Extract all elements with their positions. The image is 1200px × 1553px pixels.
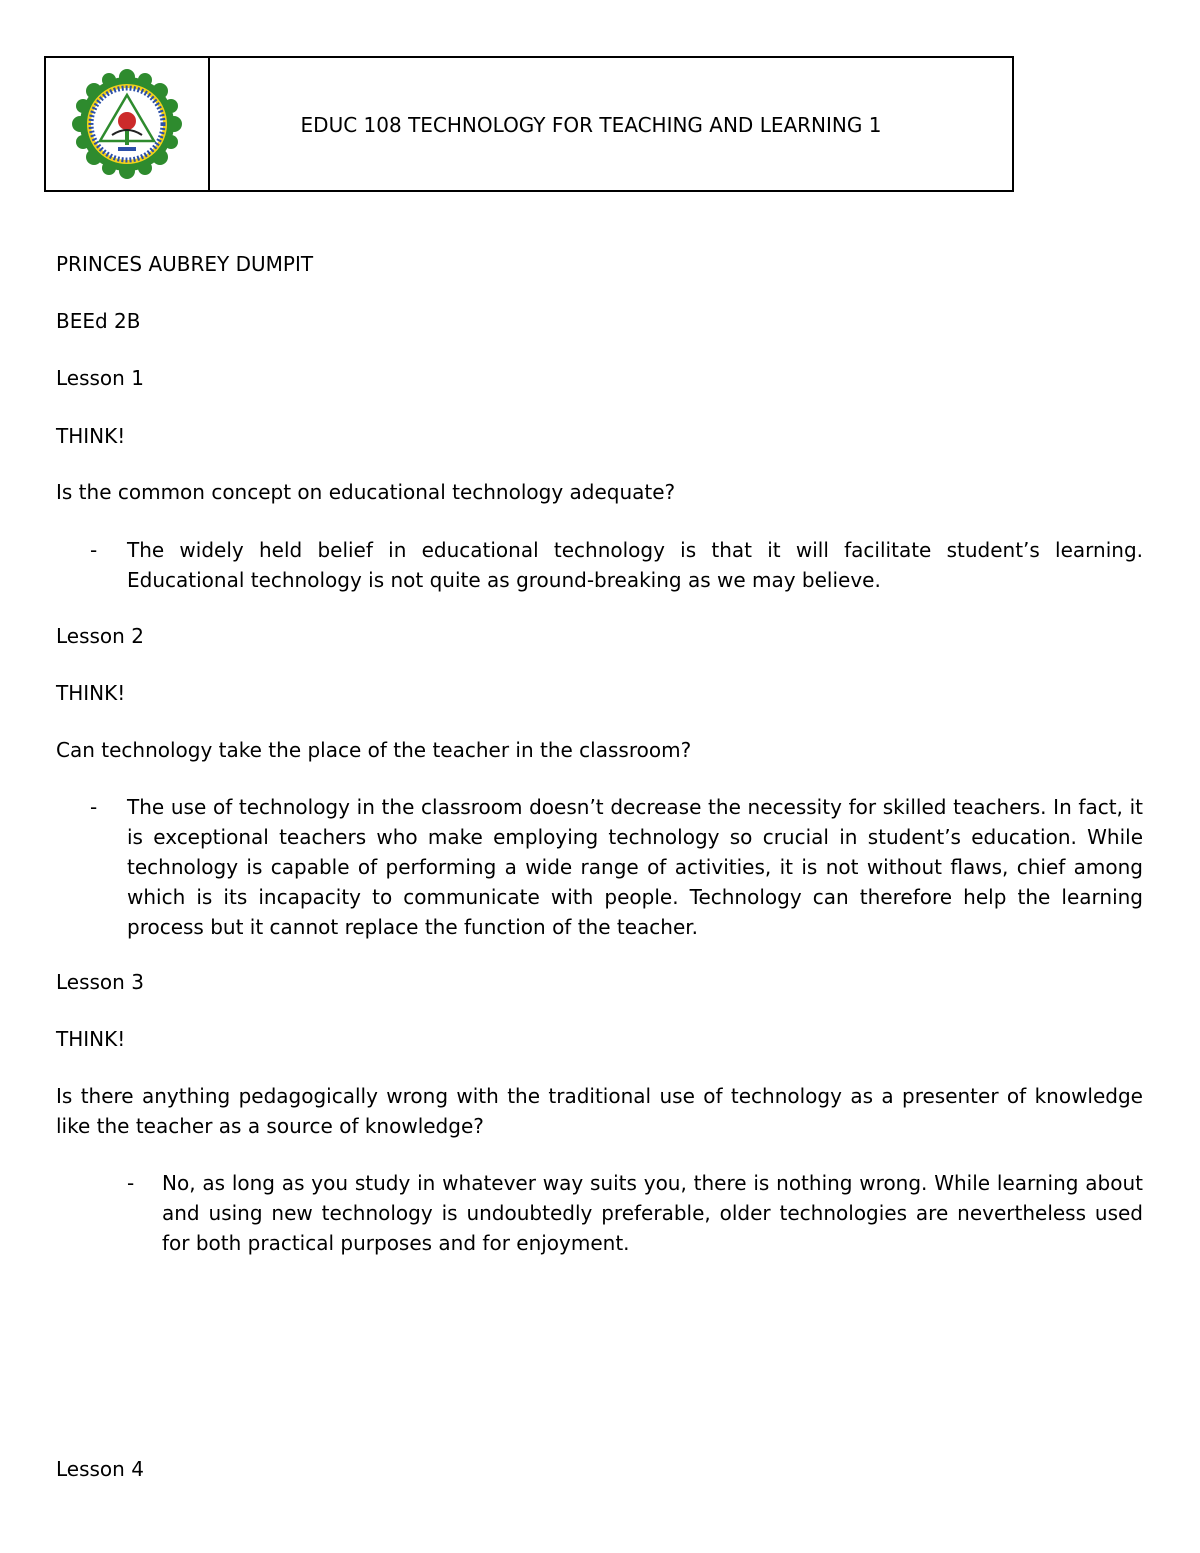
school-seal-logo	[72, 69, 182, 179]
lesson-1-title: Lesson 1	[56, 366, 144, 390]
lesson-2-prompt: THINK!	[56, 681, 126, 705]
lesson-3-title: Lesson 3	[56, 970, 144, 994]
lesson-2-question: Can technology take the place of the teacher in the classroom?	[56, 738, 692, 762]
lesson-3-bullet: -	[127, 1171, 135, 1195]
logo-cell	[46, 58, 210, 190]
lesson-1-answer: The widely held belief in educational technology is that it will facilitate student’s learning. Educational technology is not quite as ground-breaking as we may believe.	[127, 538, 1143, 592]
lesson-1-bullet: -	[90, 538, 98, 562]
student-section: BEEd 2B	[56, 309, 141, 333]
lesson-2-title: Lesson 2	[56, 624, 144, 648]
lesson-2-answer: The use of technology in the classroom doesn’t decrease the necessity for skilled teachers. In fact, it is exceptional teachers who make employing technology so crucial in student’s education. While technology is capable of performing a wide range of activities, it is not without flaws, chief among which is its incapacity to communicate with people. Technology can therefore help the learning process but it cannot replace the function of the teacher.	[127, 795, 1143, 939]
lesson-1-question: Is the common concept on educational technology adequate?	[56, 480, 676, 504]
course-header	[44, 56, 1014, 192]
lesson-1-prompt: THINK!	[56, 424, 126, 448]
student-name: PRINCES AUBREY DUMPIT	[56, 252, 314, 276]
lesson-4-title: Lesson 4	[56, 1457, 144, 1481]
lesson-3-question: Is there anything pedagogically wrong with the traditional use of technology as a presenter of knowledge like the teacher as a source of knowledge?	[56, 1084, 1143, 1138]
lesson-3-answer: No, as long as you study in whatever way suits you, there is nothing wrong. While learning about and using new technology is undoubtedly preferable, older technologies are nevertheless used for both practical purposes and for enjoyment.	[162, 1171, 1143, 1255]
lesson-3-prompt: THINK!	[56, 1027, 126, 1051]
lesson-2-bullet: -	[90, 795, 98, 819]
course-title: EDUC 108 TECHNOLOGY FOR TEACHING AND LEARNING 1	[300, 113, 882, 137]
